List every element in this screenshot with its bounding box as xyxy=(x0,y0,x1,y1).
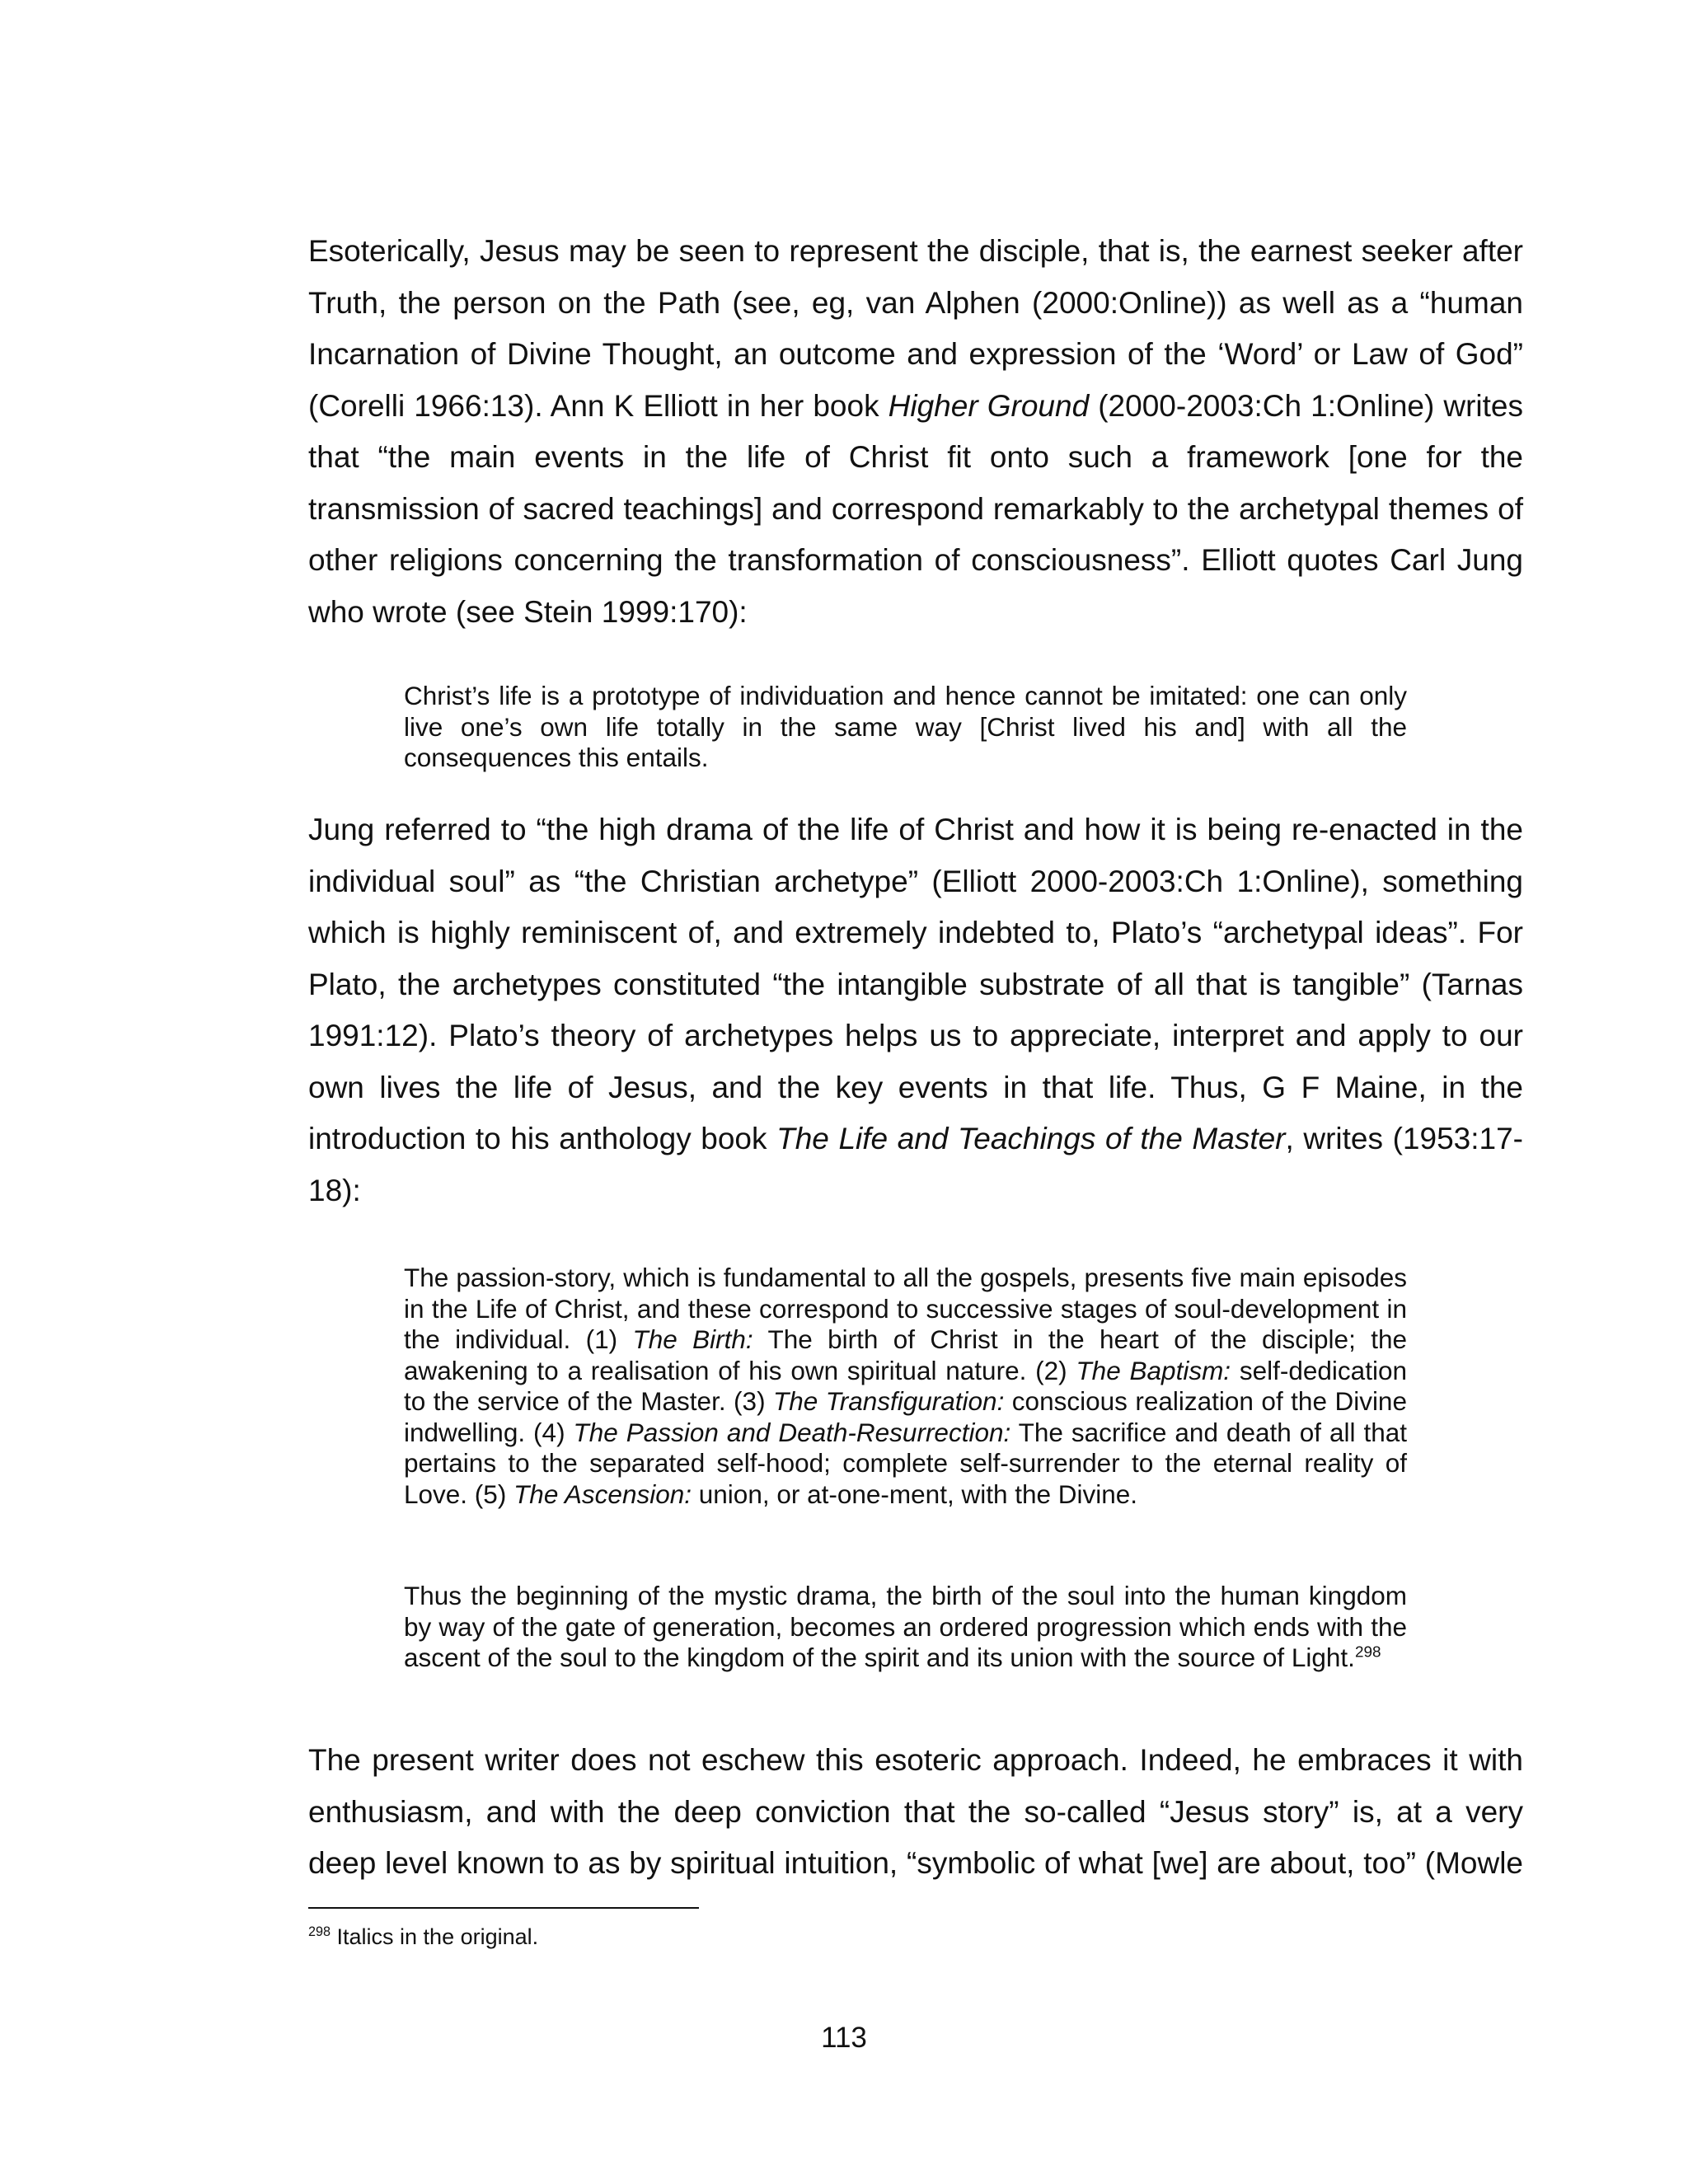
block-quote-1 xyxy=(404,681,1407,774)
quote-1-text: Christ’s life is a prototype of individuation and hence cannot be imitated: one can only live one’s own life totally in the same way [Christ lived his and] with all the consequences this entails. xyxy=(404,681,1407,772)
footnote-number: 298 xyxy=(308,1924,331,1939)
episode-birth-label: The Birth: xyxy=(632,1324,753,1354)
quote-2-text-a: The passion-story, which is fundamental to all the gospels, presents five main episodes in the Life of Christ, and these correspond to successive stages of soul-development in the individual. (1) xyxy=(404,1263,1407,1354)
paragraph-1-text-a: Esoterically, Jesus may be seen to represent the disciple, that is, the earnest seeker after Truth, the person on the Path (see, eg, van Alphen (2000:Online)) as well as a “human Incarnation of Divine Thought, an outcome and expression of the ‘Word’ or Law of God” (Corelli 1966:13). Ann K Elliott in her book xyxy=(308,234,1523,423)
quote-3-text: Thus the beginning of the mystic drama, the birth of the soul into the human kingdom by way of the gate of generation, becomes an ordered progression which ends with the ascent of the soul to the kingdom of the spirit and its union with the source of Light. xyxy=(404,1581,1407,1672)
quote-2-text-f: union, or at-one-ment, with the Divine. xyxy=(692,1479,1138,1509)
footnote-separator xyxy=(308,1907,699,1909)
paragraph-1-text-b: (2000-2003:Ch 1:Online) writes that “the main events in the life of Christ fit onto such a framework [one for the transmission of sacred teachings] and correspond remarkably to the archetypal themes of other religions concerning the transformation of consciousness”. Elliott quotes Carl Jung who wrote (see Stein 1999:170): xyxy=(308,388,1524,629)
block-quote-2 xyxy=(404,1263,1407,1510)
footnote-text: Italics in the original. xyxy=(331,1924,539,1949)
block-quote-3 xyxy=(404,1581,1407,1674)
paragraph-2-text-b: , writes (1953:17-18): xyxy=(308,1122,1523,1207)
episode-transfiguration-label: The Transfiguration: xyxy=(773,1386,1005,1416)
episode-baptism-label: The Baptism: xyxy=(1076,1355,1231,1385)
footnote-reference[interactable]: 298 xyxy=(1354,1643,1381,1661)
quote-2-text-d: conscious realization of the Divine indwelling. (4) xyxy=(404,1386,1407,1447)
book-title-higher-ground: Higher Ground xyxy=(888,388,1090,423)
footnote xyxy=(308,1920,538,1953)
quote-2-text-b: The birth of Christ in the heart of the disciple; the awakening to a realisation of his own spiritual nature. (2) xyxy=(404,1324,1407,1385)
body-paragraph-2 xyxy=(308,804,1523,1216)
episode-passion-label: The Passion and Death-Resurrection: xyxy=(573,1417,1011,1447)
book-title-life-and-teachings: The Life and Teachings of the Master xyxy=(776,1122,1286,1155)
quote-2-text-e: The sacrifice and death of all that pertains to the separated self-hood; complete self-surrender to the eternal reality of Love. (5) xyxy=(404,1417,1408,1509)
body-paragraph-1 xyxy=(308,226,1523,638)
paragraph-3-text: The present writer does not eschew this esoteric approach. Indeed, he embraces it with enthusiasm, and with the deep conviction that the so-called “Jesus story” is, at a very deep level known to as by spiritual intuition, “symbolic of what [we] are about, too” (Mowle xyxy=(308,1743,1523,1880)
page-number: 113 xyxy=(821,2022,867,2054)
episode-ascension-label: The Ascension: xyxy=(513,1479,692,1509)
quote-2-text-c: self-dedication to the service of the Master. (3) xyxy=(404,1355,1407,1416)
paragraph-2-text-a: Jung referred to “the high drama of the life of Christ and how it is being re-enacted in the individual soul” as “the Christian archetype” (Elliott 2000-2003:Ch 1:Online), something which is highly reminiscent of, and extremely indebted to, Plato’s “archetypal ideas”. For Plato, the archetypes constituted “the intangible substrate of all that is tangible” (Tarnas 1991:12). Plato’s theory of archetypes helps us to appreciate, interpret and apply to our own lives the life of Jesus, and the key events in that life. Thus, G F Maine, in the introduction to his anthology book xyxy=(308,813,1523,1155)
body-paragraph-3 xyxy=(308,1735,1523,1890)
